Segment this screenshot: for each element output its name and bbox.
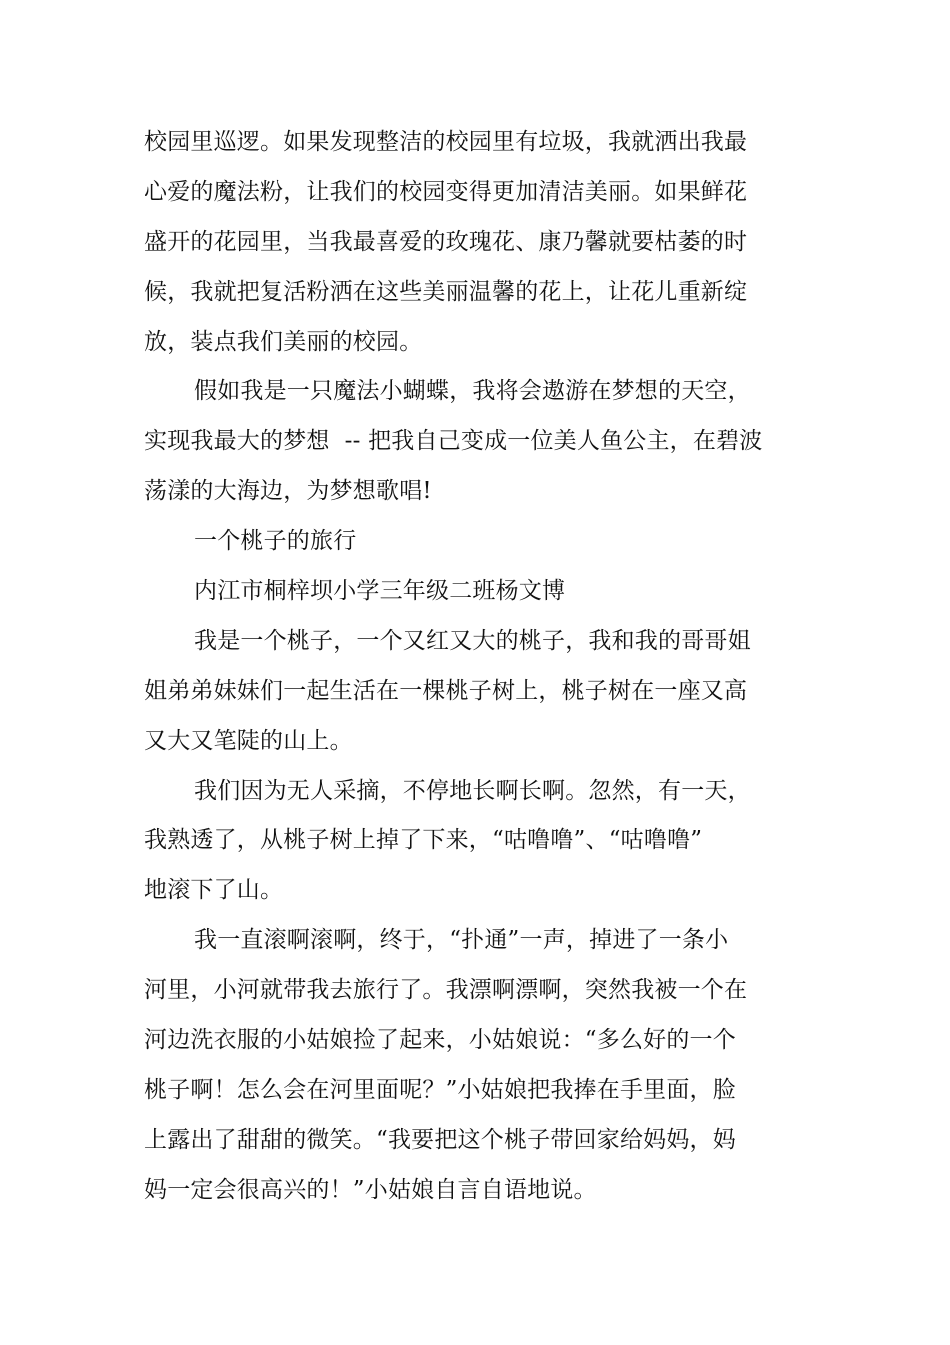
text-line: 心爱的魔法粉，让我们的校园变得更加清洁美丽。如果鲜花: [144, 178, 748, 205]
text-line: 河里，小河就带我去旅行了。我漂啊漂啊，突然我被一个在: [144, 977, 748, 1004]
text-line: 放，装点我们美丽的校园。: [144, 328, 423, 355]
text-line: 妈一定会很高兴的！”小姑娘自言自语地说。: [144, 1176, 597, 1203]
text-line: 我熟透了，从桃子树上掉了下来，“咕噜噜”、“咕噜噜”: [144, 827, 703, 854]
text-line: 又大又笔陡的山上。: [144, 727, 353, 754]
text-line: 姐弟弟妹妹们一起生活在一棵桃子树上，桃子树在一座又高: [144, 677, 748, 704]
story-title: 一个桃子的旅行: [194, 528, 357, 555]
text-line: 盛开的花园里，当我最喜爱的玫瑰花、康乃馨就要枯萎的时: [144, 228, 748, 255]
text-line: 上露出了甜甜的微笑。“我要把这个桃子带回家给妈妈，妈: [144, 1126, 736, 1153]
text-line: 河边洗衣服的小姑娘捡了起来，小姑娘说：“多么好的一个: [144, 1027, 736, 1054]
text-line: 假如我是一只魔法小蝴蝶，我将会遨游在梦想的天空，: [194, 378, 751, 405]
text-line: 我一直滚啊滚啊，终于，“扑通”一声，掉进了一条小: [194, 927, 729, 954]
text-line: 校园里巡逻。如果发现整洁的校园里有垃圾，我就洒出我最: [144, 129, 748, 155]
document-body: [144, 118, 784, 1216]
text-line: 地滚下了山。: [144, 877, 284, 904]
story-author: 内江市桐梓坝小学三年级二班杨文博: [194, 578, 566, 605]
text-line: 我是一个桃子，一个又红又大的桃子，我和我的哥哥姐: [194, 627, 751, 654]
text-line: 荡漾的大海边，为梦想歌唱!: [144, 478, 432, 505]
text-line: 桃子啊！怎么会在河里面呢？”小姑娘把我捧在手里面，脸: [144, 1076, 736, 1103]
text-line: 候，我就把复活粉洒在这些美丽温馨的花上，让花儿重新绽: [144, 278, 748, 305]
text-line: 我们因为无人采摘，不停地长啊长啊。忽然，有一天，: [194, 777, 751, 804]
text-line: 实现我最大的梦想 -- 把我自己变成一位美人鱼公主，在碧波: [144, 428, 763, 455]
